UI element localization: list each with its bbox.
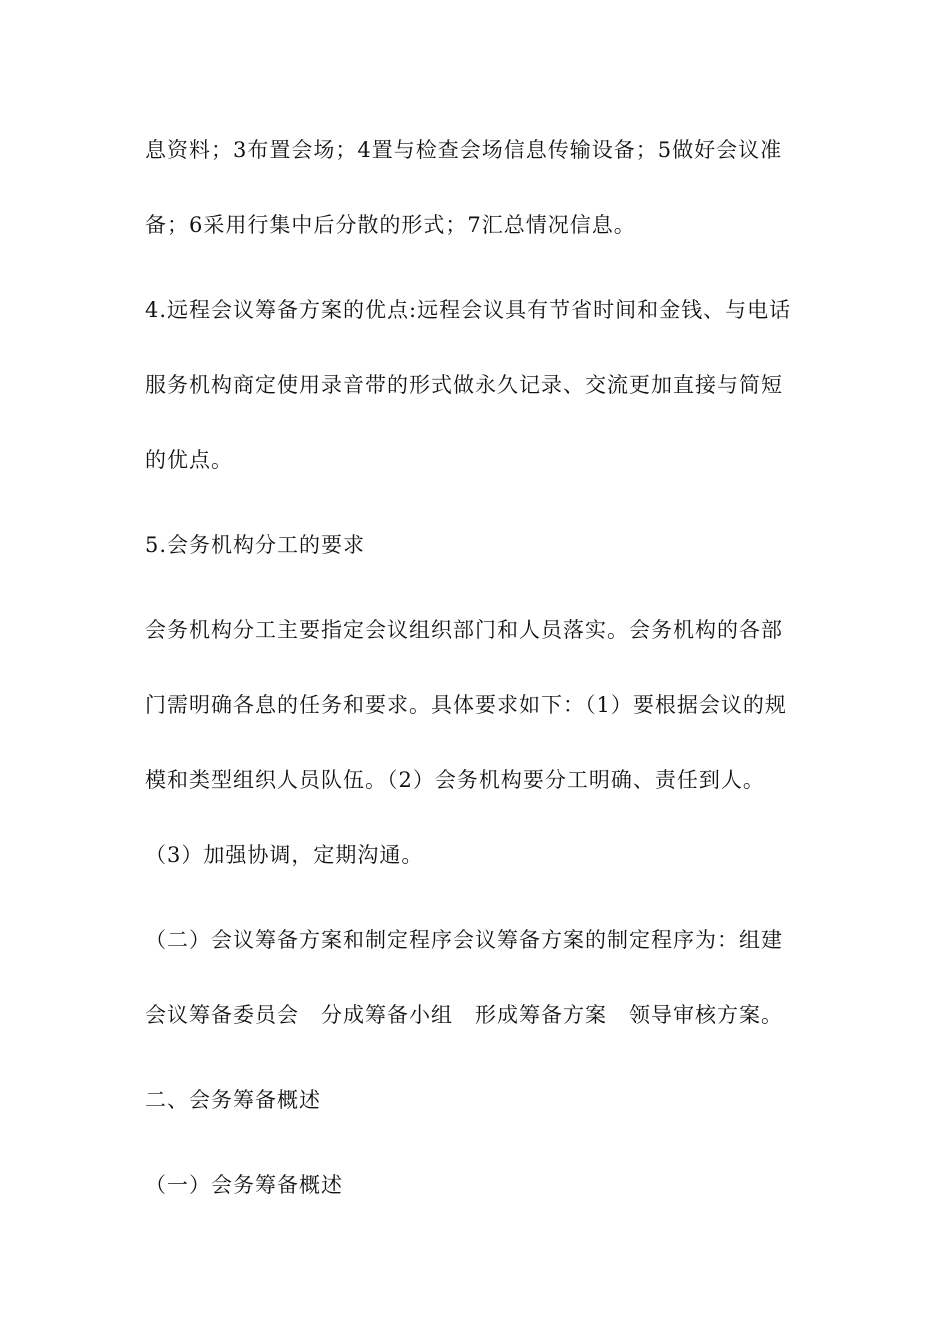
section-heading: 5.会务机构分工的要求 [145, 533, 366, 557]
paragraph-line: 的优点。 [145, 448, 233, 472]
paragraph-line: 服务机构商定使用录音带的形式做永久记录、交流更加直接与简短 [145, 373, 783, 397]
paragraph-line: 会务机构分工主要指定会议组织部门和人员落实。会务机构的各部 [145, 618, 783, 642]
paragraph-line: 模和类型组织人员队伍。（2）会务机构要分工明确、责任到人。 [145, 768, 765, 792]
paragraph-line: 备；6采用行集中后分散的形式；7汇总情况信息。 [145, 213, 636, 237]
paragraph-line: 息资料；3布置会场；4置与检查会场信息传输设备；5做好会议准 [145, 138, 783, 162]
paragraph-line: 会议筹备委员会 分成筹备小组 形成筹备方案 领导审核方案。 [145, 1003, 783, 1027]
paragraph-line: （二）会议筹备方案和制定程序会议筹备方案的制定程序为：组建 [145, 928, 783, 952]
paragraph-line: 4.远程会议筹备方案的优点:远程会议具有节省时间和金钱、与电话 [145, 298, 792, 322]
paragraph-line: （3）加强协调，定期沟通。 [145, 843, 424, 867]
subsection-heading: （一）会务筹备概述 [145, 1173, 343, 1197]
paragraph-line: 门需明确各息的任务和要求。具体要求如下：（1）要根据会议的规 [145, 693, 787, 717]
section-heading: 二、会务筹备概述 [145, 1088, 321, 1112]
